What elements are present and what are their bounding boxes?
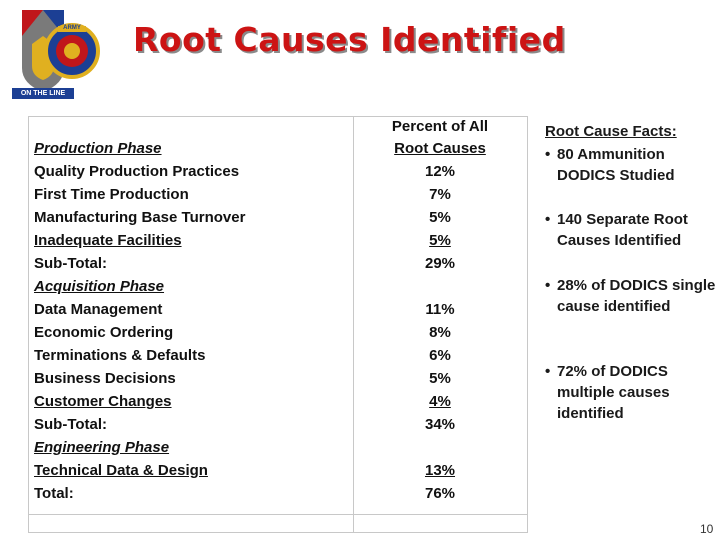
row-value: 8% bbox=[429, 324, 451, 341]
percent-header-line1: Percent of All bbox=[391, 118, 489, 135]
shield-emblem-icon bbox=[6, 6, 118, 100]
subtotal-value: 29% bbox=[424, 255, 456, 272]
fact-item bbox=[545, 361, 717, 424]
row-label-production-phase: Production Phase bbox=[34, 140, 162, 157]
bullet-icon: • bbox=[545, 146, 551, 163]
row-value: 4% bbox=[429, 393, 451, 410]
row-label: Business Decisions bbox=[34, 370, 176, 387]
row-value: 5% bbox=[429, 370, 451, 387]
page-number: 10 bbox=[700, 522, 714, 536]
row-label: Economic Ordering bbox=[34, 324, 174, 341]
row-label: Inadequate Facilities bbox=[34, 232, 182, 249]
row-value: 13% bbox=[424, 462, 456, 479]
row-value: 5% bbox=[429, 232, 451, 249]
root-causes-table bbox=[28, 116, 528, 532]
page-title: Root Causes Identified bbox=[133, 20, 566, 59]
subtotal-value: 34% bbox=[424, 416, 456, 433]
logo-motto: ON THE LINE bbox=[20, 90, 66, 97]
row-value: 6% bbox=[429, 347, 451, 364]
percent-header-line2: Root Causes bbox=[394, 140, 486, 157]
bullet-icon: • bbox=[545, 211, 551, 228]
fact-text: 140 Separate Root Causes Identified bbox=[557, 211, 688, 249]
total-value: 76% bbox=[424, 485, 456, 502]
row-label: First Time Production bbox=[34, 186, 189, 203]
fact-item bbox=[545, 209, 717, 251]
row-value: 5% bbox=[429, 209, 451, 226]
facts-title: Root Cause Facts: bbox=[545, 123, 677, 140]
subtotal-label: Sub-Total: bbox=[34, 255, 108, 272]
row-value: 11% bbox=[425, 301, 455, 318]
subtotal-label: Sub-Total: bbox=[34, 416, 108, 433]
row-label: Customer Changes bbox=[34, 393, 172, 410]
fact-text: 28% of DODICS single cause identified bbox=[557, 277, 716, 315]
row-label: Data Management bbox=[34, 301, 163, 318]
row-label: Technical Data & Design bbox=[34, 462, 208, 479]
row-value: 7% bbox=[429, 186, 451, 203]
fact-item bbox=[545, 275, 717, 317]
row-label-engineering-phase: Engineering Phase bbox=[34, 439, 170, 456]
fact-item bbox=[545, 144, 717, 186]
root-cause-facts bbox=[545, 121, 717, 142]
fact-text: 80 Ammunition DODICS Studied bbox=[557, 146, 675, 184]
row-value: 12% bbox=[424, 163, 456, 180]
bullet-icon: • bbox=[545, 277, 551, 294]
army-logo bbox=[6, 6, 118, 100]
row-label-acquisition-phase: Acquisition Phase bbox=[34, 278, 165, 295]
row-label: Manufacturing Base Turnover bbox=[34, 209, 246, 226]
bullet-icon: • bbox=[545, 363, 551, 380]
fact-text: 72% of DODICS multiple causes identified bbox=[557, 363, 670, 422]
row-label: Terminations & Defaults bbox=[34, 347, 206, 364]
logo-ring-text: ARMY bbox=[63, 25, 81, 31]
row-label: Quality Production Practices bbox=[34, 163, 240, 180]
total-label: Total: bbox=[34, 485, 74, 502]
